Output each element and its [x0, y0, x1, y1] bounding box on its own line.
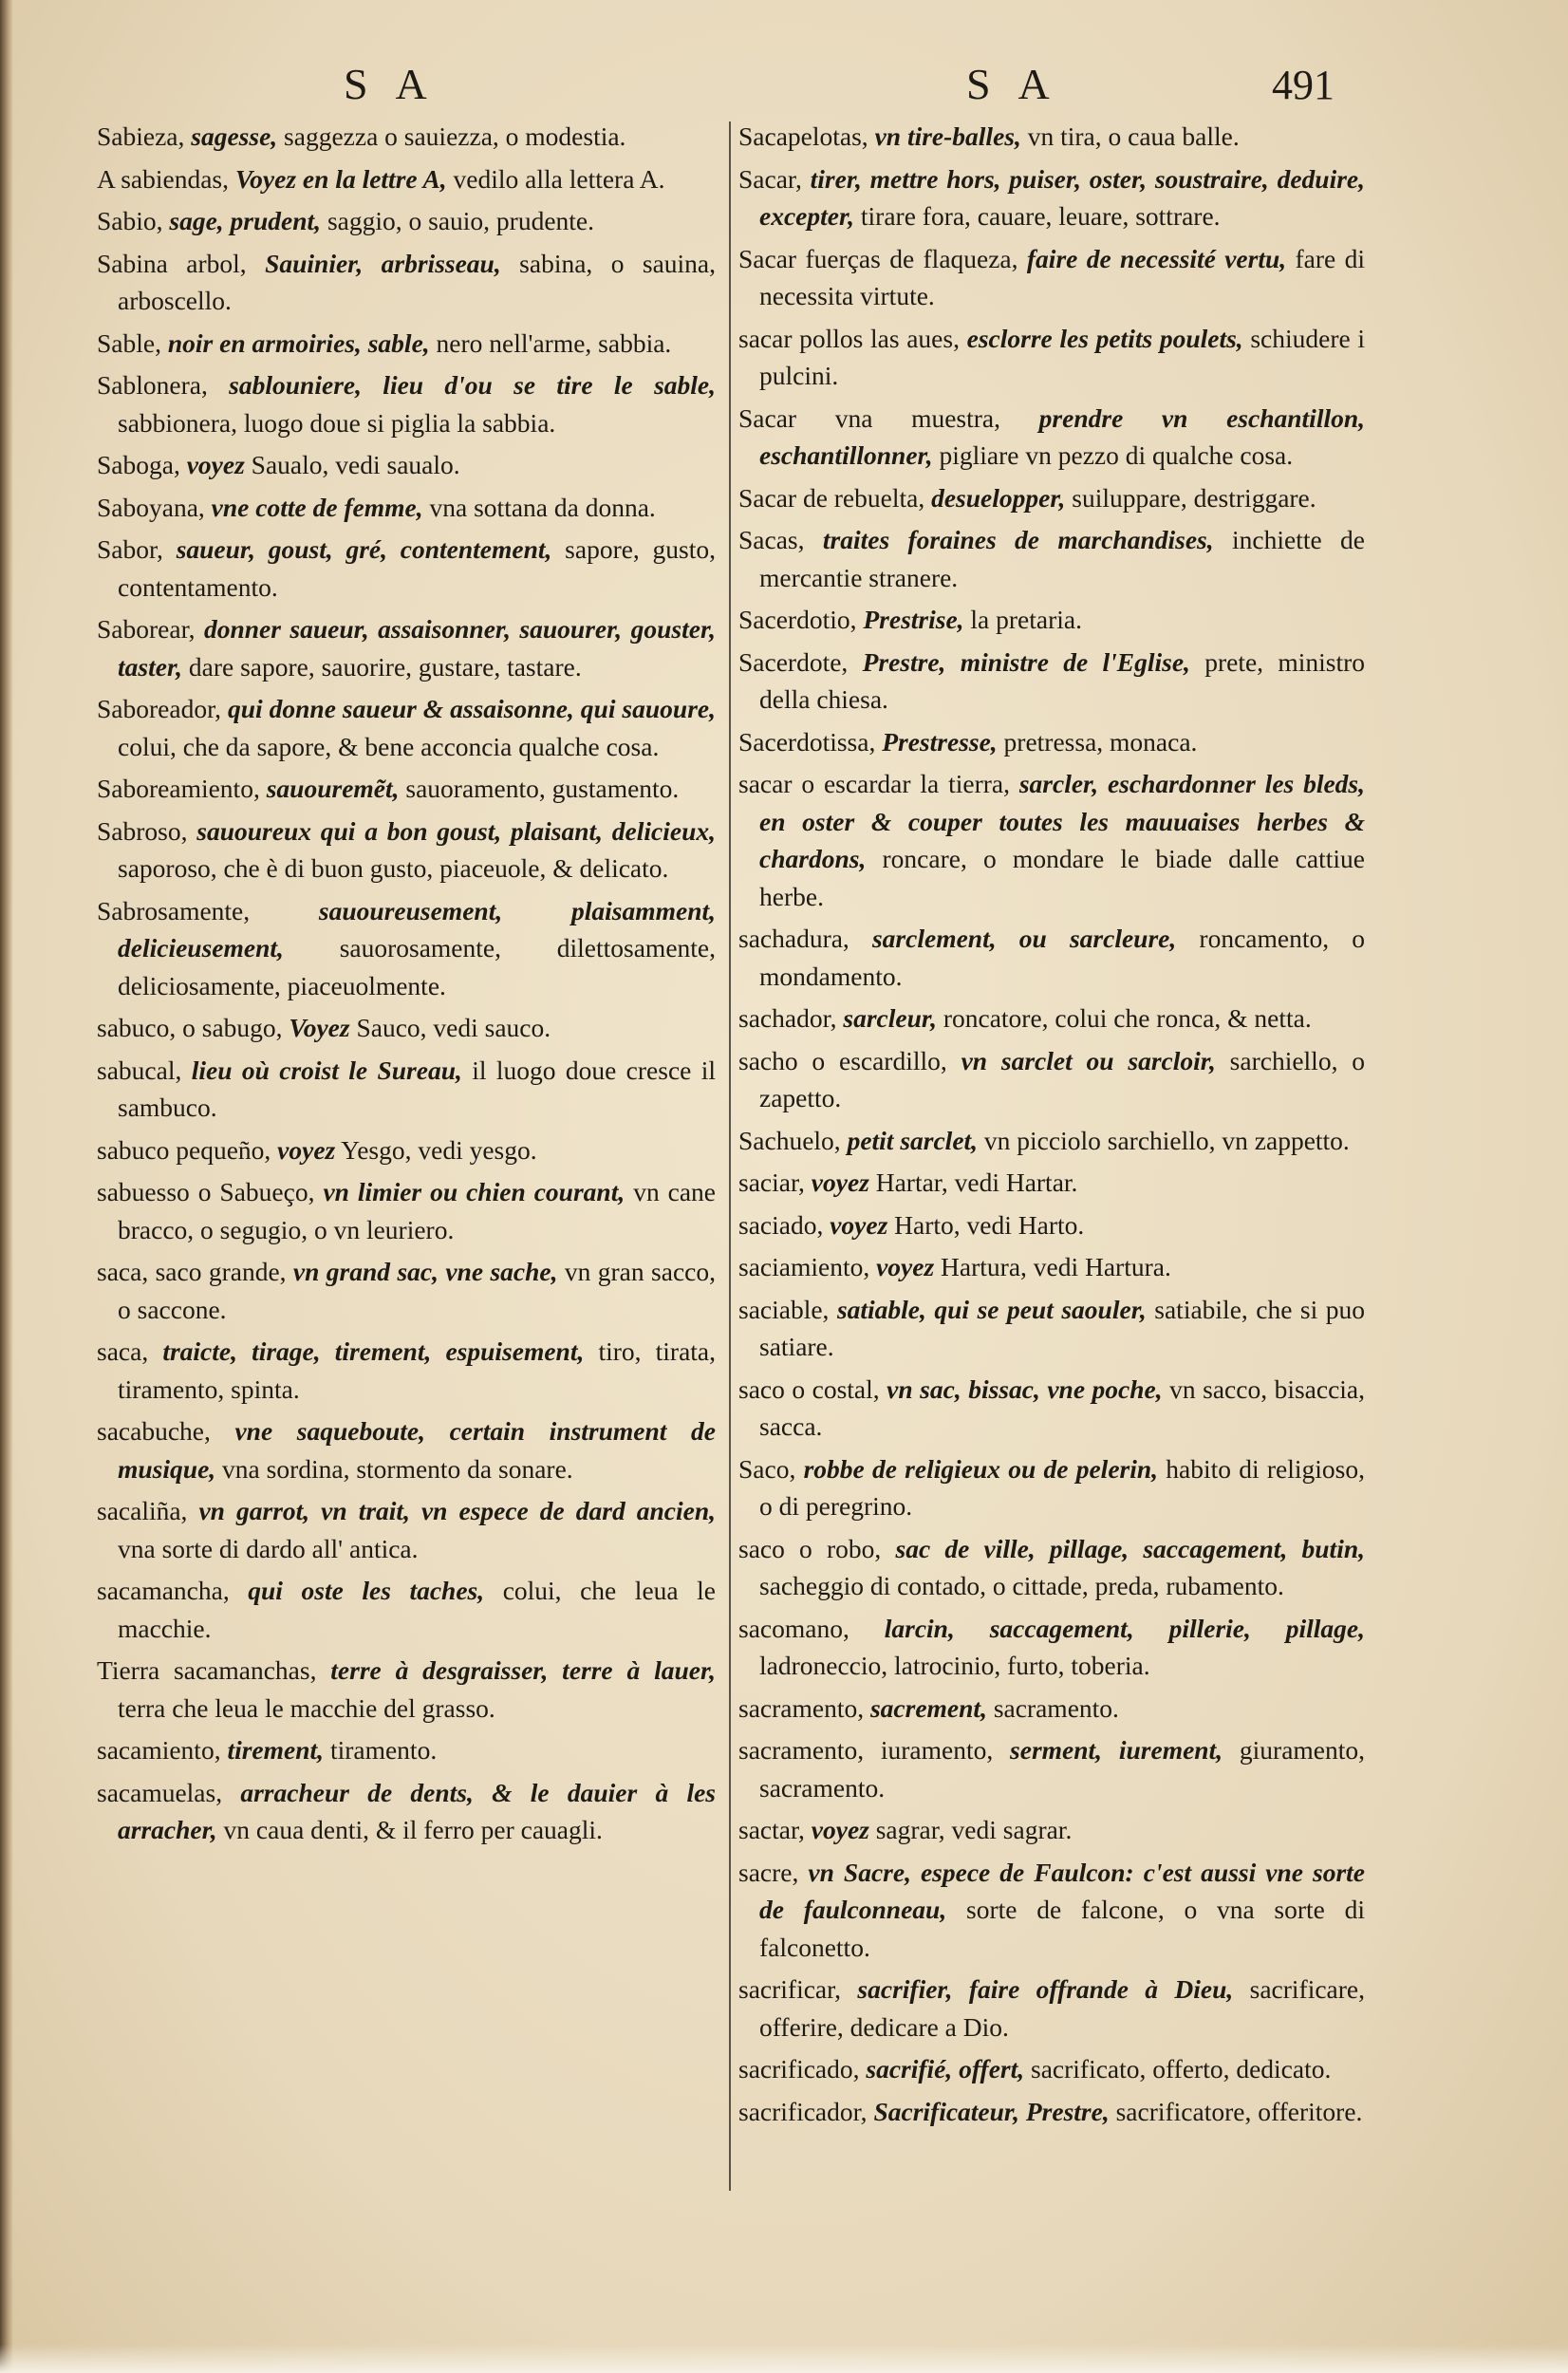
entry-french-gloss: sarcleur,	[843, 1003, 937, 1033]
dictionary-entry	[738, 160, 1365, 235]
binding-edge	[0, 0, 13, 2373]
dictionary-entry	[97, 610, 716, 685]
dictionary-entry	[738, 1206, 1365, 1244]
dictionary-entry	[738, 1971, 1365, 2046]
entry-italian-gloss: Yesgo, vedi yesgo.	[341, 1134, 537, 1165]
entry-italian-gloss: pigliare vn pezzo di qualche cosa.	[939, 440, 1294, 470]
entry-french-gloss: Prestrise,	[863, 605, 964, 634]
entry-headword: Sacar de rebuelta,	[738, 482, 925, 513]
entry-french-gloss: saueur, goust, gré, contentement,	[176, 534, 552, 564]
entry-headword: sachador,	[738, 1003, 837, 1033]
dictionary-entry	[97, 160, 716, 198]
entry-headword: saca, saco grande,	[97, 1257, 287, 1286]
entry-headword: Sablonera,	[97, 370, 208, 400]
entry-headword: Sabroso,	[97, 815, 188, 846]
left-column	[97, 118, 716, 1854]
dictionary-entry	[738, 1610, 1365, 1685]
dictionary-entry	[738, 1450, 1365, 1525]
dictionary-entry	[97, 118, 716, 156]
dictionary-entry	[738, 1690, 1365, 1728]
entry-italian-gloss: satiabile, che si puo satiare.	[759, 1294, 1366, 1361]
entry-french-gloss: sauoureux qui a bon goust, plaisant, delicieux,	[196, 815, 717, 846]
entry-italian-gloss: fare di necessita virtute.	[759, 243, 1366, 310]
right-running-head: S A	[966, 60, 1059, 108]
entry-italian-gloss: Saualo, vedi saualo.	[251, 450, 460, 479]
entry-headword: sacrificar,	[738, 1974, 842, 2004]
entry-french-gloss: voyez	[811, 1168, 869, 1197]
dictionary-entry	[97, 1173, 716, 1248]
entry-french-gloss: Prestresse,	[882, 726, 998, 757]
entry-headword: sabucal,	[97, 1055, 182, 1085]
entry-italian-gloss: sacheggio di contado, o cittade, preda, rubamento.	[759, 1571, 1284, 1600]
entry-french-gloss: sacrifié, offert,	[866, 2054, 1025, 2083]
entry-french-gloss: satiable, qui se peut saouler,	[836, 1294, 1147, 1324]
dictionary-entry	[738, 1291, 1365, 1366]
entry-italian-gloss: Hartar, vedi Hartar.	[875, 1168, 1078, 1197]
entry-french-gloss: sablouniere, lieu d'ou se tire le sable,	[229, 370, 717, 400]
entry-french-gloss: esclorre les petits poulets,	[966, 323, 1243, 353]
entry-headword: sacabuche,	[97, 1416, 211, 1446]
entry-headword: sacramento, iuramento,	[738, 1735, 994, 1765]
entry-french-gloss: voyez	[277, 1134, 336, 1165]
dictionary-entry	[97, 489, 716, 527]
column-divider	[729, 121, 731, 2191]
entry-italian-gloss: schiudere i pulcini.	[759, 323, 1366, 390]
entry-french-gloss: sauouremẽt,	[266, 774, 400, 803]
entry-headword: sabuesso o Sabueço,	[97, 1177, 315, 1206]
entry-italian-gloss: inchiette de mercantie stranere.	[759, 525, 1365, 592]
entry-french-gloss: serment, iurement,	[1010, 1735, 1223, 1765]
right-column	[738, 118, 1365, 2135]
entry-french-gloss: tirer, mettre hors, puiser, oster, soustraire, deduire, excepter,	[759, 163, 1365, 231]
dictionary-entry	[738, 240, 1365, 315]
dictionary-entry	[97, 1731, 716, 1769]
entry-headword: sacramento,	[738, 1692, 865, 1723]
entry-italian-gloss: vna sordina, stormento da sonare.	[222, 1453, 573, 1484]
entry-italian-gloss: Sauco, vedi sauco.	[356, 1013, 551, 1042]
entry-headword: Tierra sacamanchas,	[97, 1655, 317, 1685]
entry-headword: Saboyana,	[97, 492, 205, 522]
dictionary-entry	[97, 1774, 716, 1849]
entry-french-gloss: vn grand sac, vne sache,	[292, 1257, 558, 1286]
entry-headword: saciamiento,	[738, 1252, 870, 1281]
dictionary-entry	[738, 601, 1365, 639]
dictionary-entry	[97, 446, 716, 484]
dictionary-entry	[97, 1572, 716, 1647]
entry-italian-gloss: sauoramento, gustamento.	[405, 774, 680, 803]
dictionary-entry	[97, 1412, 716, 1487]
entry-italian-gloss: suiluppare, destriggare.	[1072, 482, 1316, 513]
entry-french-gloss: sarcler, eschardonner les bleds, en oster & couper toutes les mauuaises herbes & chardons,	[759, 769, 1366, 873]
entry-headword: Sachuelo,	[738, 1125, 841, 1155]
entry-french-gloss: noir en armoiries, sable,	[167, 327, 430, 358]
dictionary-entry	[738, 765, 1365, 915]
entry-italian-gloss: saggio, o sauio, prudente.	[327, 206, 594, 235]
dictionary-entry	[97, 1052, 716, 1127]
page-header	[0, 59, 1568, 116]
entry-italian-gloss: sorte de falcone, o vna sorte di falconetto.	[759, 1895, 1366, 1962]
entry-french-gloss: voyez	[830, 1209, 888, 1240]
entry-italian-gloss: saggezza o sauiezza, o modestia.	[284, 121, 626, 151]
entry-french-gloss: vne cotte de femme,	[211, 492, 423, 522]
entry-french-gloss: vn sac, bissac, vne poche,	[887, 1373, 1163, 1404]
dictionary-entry	[738, 1164, 1365, 1202]
entry-headword: sacre,	[738, 1857, 799, 1887]
dictionary-entry	[97, 202, 716, 240]
entry-headword: sacamancha,	[97, 1576, 230, 1605]
entry-headword: Saco,	[738, 1453, 796, 1484]
entry-italian-gloss: il luogo doue cresce il sambuco.	[118, 1055, 717, 1122]
entry-italian-gloss: sapore, gusto, contentamento.	[118, 534, 717, 602]
entry-french-gloss: Voyez en la lettre A,	[234, 163, 447, 194]
entry-french-gloss: traicte, tirage, tirement, espuisement,	[162, 1336, 585, 1366]
entry-headword: saciable,	[738, 1294, 830, 1324]
dictionary-entry	[97, 1131, 716, 1169]
dictionary-entry	[97, 325, 716, 363]
dictionary-entry	[738, 118, 1365, 156]
entry-french-gloss: voyez	[186, 450, 245, 479]
entry-french-gloss: faire de necessité vertu,	[1026, 243, 1287, 273]
entry-headword: sacrificado,	[738, 2054, 860, 2083]
entry-headword: Sacar fuerças de flaqueza,	[738, 243, 1018, 273]
entry-italian-gloss: roncare, o mondare le biade dalle cattiue herbe.	[759, 844, 1365, 911]
entry-italian-gloss: giuramento, sacramento.	[759, 1735, 1366, 1803]
entry-french-gloss: qui donne saueur & assaisonne, qui sauoure,	[227, 694, 716, 723]
entry-italian-gloss: Harto, vedi Harto.	[894, 1209, 1085, 1240]
entry-french-gloss: robbe de religieux ou de pelerin,	[803, 1453, 1159, 1484]
entry-italian-gloss: Hartura, vedi Hartura.	[941, 1252, 1171, 1281]
entry-french-gloss: sac de ville, pillage, saccagement, butin,	[895, 1533, 1366, 1563]
entry-french-gloss: sagesse,	[191, 121, 278, 151]
entry-french-gloss: vn limier ou chien courant,	[323, 1177, 625, 1206]
dictionary-entry	[738, 479, 1365, 517]
entry-headword: Saborear,	[97, 614, 196, 644]
entry-italian-gloss: tiro, tirata, tiramento, spinta.	[118, 1336, 717, 1404]
entry-headword: sacamiento,	[97, 1735, 221, 1765]
entry-headword: Sabor,	[97, 534, 163, 564]
entry-italian-gloss: vn sacco, bisaccia, sacca.	[759, 1373, 1366, 1441]
entry-italian-gloss: terra che leua le macchie del grasso.	[118, 1692, 495, 1723]
entry-headword: Sacerdote,	[738, 646, 849, 677]
dictionary-entry	[97, 1333, 716, 1408]
entry-french-gloss: sage, prudent,	[169, 206, 322, 235]
entry-headword: Sacerdotio,	[738, 605, 857, 634]
entry-italian-gloss: colui, che leua le macchie.	[118, 1576, 717, 1643]
dictionary-entry	[738, 1122, 1365, 1160]
entry-headword: Sacerdotissa,	[738, 726, 876, 757]
entry-italian-gloss: prete, ministro della chiesa.	[759, 646, 1365, 714]
entry-french-gloss: Sauinier, arbrisseau,	[265, 248, 501, 278]
entry-french-gloss: vne saqueboute, certain instrument de musique,	[118, 1416, 717, 1484]
entry-headword: Sacapelotas,	[738, 121, 868, 151]
dictionary-entry	[738, 2093, 1365, 2131]
entry-italian-gloss: roncatore, colui che ronca, & netta.	[943, 1003, 1312, 1033]
entry-italian-gloss: sacramento.	[993, 1692, 1119, 1723]
entry-french-gloss: vn garrot, vn trait, vn espece de dard ancien,	[198, 1496, 717, 1525]
entry-headword: Sable,	[97, 327, 161, 358]
entry-french-gloss: vn sarclet ou sarcloir,	[961, 1045, 1216, 1075]
entry-headword: saco o costal,	[738, 1373, 880, 1404]
entry-french-gloss: traites foraines de marchandises,	[822, 525, 1214, 554]
entry-italian-gloss: vn caua denti, & il ferro per cauagli.	[223, 1815, 603, 1844]
entry-headword: sacrificador,	[738, 2096, 868, 2126]
dictionary-entry	[97, 1652, 716, 1727]
entry-headword: sacamuelas,	[97, 1777, 223, 1807]
entry-french-gloss: arracheur de dents, & le dauier à les arracher,	[118, 1777, 716, 1844]
entry-italian-gloss: habito di religioso, o di peregrino.	[759, 1453, 1366, 1521]
dictionary-entry	[738, 1811, 1365, 1849]
entry-italian-gloss: vn tira, o caua balle.	[1027, 121, 1240, 151]
entry-french-gloss: sacrifier, faire offrande à Dieu,	[857, 1974, 1234, 2004]
dictionary-entry	[97, 531, 716, 606]
entry-italian-gloss: sarchiello, o zapetto.	[759, 1045, 1366, 1112]
entry-french-gloss: tirement,	[227, 1735, 325, 1765]
entry-headword: sabuco, o sabugo,	[97, 1013, 283, 1042]
entry-french-gloss: larcin, saccagement, pillerie, pillage,	[884, 1613, 1366, 1643]
entry-headword: saciado,	[738, 1209, 824, 1240]
left-running-head: S A	[344, 60, 437, 108]
entry-italian-gloss: ladroneccio, latrocinio, furto, toberia.	[759, 1651, 1150, 1680]
entry-french-gloss: qui oste les taches,	[248, 1576, 485, 1605]
entry-french-gloss: terre à desgraisser, terre à lauer,	[330, 1655, 717, 1685]
entry-french-gloss: prendre vn eschantillon, eschantillonner,	[759, 402, 1366, 470]
dictionary-entry	[738, 2050, 1365, 2088]
dictionary-entry	[738, 1854, 1365, 1967]
entry-italian-gloss: dare sapore, sauorire, gustare, tastare.	[188, 651, 582, 682]
entry-headword: sacho o escardillo,	[738, 1045, 947, 1075]
entry-headword: Saboreador,	[97, 694, 222, 723]
entry-french-gloss: Voyez	[289, 1013, 350, 1042]
entry-headword: Sabina arbol,	[97, 248, 247, 278]
entry-italian-gloss: roncamento, o mondamento.	[759, 924, 1366, 991]
dictionary-entry	[738, 723, 1365, 761]
entry-french-gloss: sacrement,	[869, 1692, 987, 1723]
entry-italian-gloss: pretressa, monaca.	[1003, 726, 1198, 757]
entry-headword: saca,	[97, 1336, 149, 1366]
entry-italian-gloss: vna sottana da donna.	[429, 492, 656, 522]
page-bottom-edge	[0, 2345, 1568, 2373]
entry-italian-gloss: colui, che da sapore, & bene acconcia qualche cosa.	[118, 731, 660, 761]
entry-headword: Sabieza,	[97, 121, 185, 151]
dictionary-entry	[738, 1042, 1365, 1117]
dictionary-entry	[738, 1371, 1365, 1446]
entry-italian-gloss: saporoso, che è di buon gusto, piaceuole, & delicato.	[118, 853, 669, 883]
entry-headword: sacar o escardar la tierra,	[738, 769, 1010, 798]
entry-italian-gloss: vn gran sacco, o saccone.	[118, 1257, 716, 1324]
dictionary-entry	[97, 1009, 716, 1047]
entry-italian-gloss: vn picciolo sarchiello, vn zappetto.	[983, 1125, 1350, 1155]
entry-headword: saco o robo,	[738, 1533, 882, 1563]
entry-headword: sabuco pequeño,	[97, 1134, 271, 1165]
entry-headword: Sacar vna muestra,	[738, 402, 1001, 433]
dictionary-entry	[97, 245, 716, 320]
entry-headword: Sacar,	[738, 163, 802, 194]
entry-italian-gloss: sacrificare, offerire, dedicare a Dio.	[759, 1974, 1365, 2042]
entry-headword: Saboga,	[97, 450, 180, 479]
entry-italian-gloss: sacrificato, offerto, dedicato.	[1031, 2054, 1332, 2083]
dictionary-entry	[97, 813, 716, 888]
dictionary-entry	[97, 1492, 716, 1567]
entry-italian-gloss: vna sorte di dardo all' antica.	[118, 1533, 419, 1563]
entry-italian-gloss: vn cane bracco, o segugio, o vn leuriero.	[118, 1177, 717, 1244]
entry-french-gloss: donner saueur, assaisonner, sauourer, gouster, taster,	[118, 614, 717, 682]
entry-french-gloss: Sacrificateur, Prestre,	[873, 2096, 1110, 2126]
entry-headword: sactar,	[738, 1815, 805, 1844]
entry-french-gloss: sauoureusement, plaisamment, delicieusement,	[118, 895, 716, 962]
entry-headword: Sacas,	[738, 525, 805, 554]
entry-french-gloss: desuelopper,	[931, 482, 1066, 513]
entry-headword: sacar pollos las aues,	[738, 323, 960, 353]
entry-headword: sacaliña,	[97, 1496, 188, 1525]
dictionary-entry	[738, 1731, 1365, 1806]
dictionary-entry	[738, 1000, 1365, 1037]
dictionary-entry	[97, 1253, 716, 1328]
entry-italian-gloss: sagrar, vedi sagrar.	[875, 1815, 1073, 1844]
page-number: 491	[1272, 62, 1335, 108]
dictionary-entry	[738, 644, 1365, 719]
entry-italian-gloss: sacrificatore, offeritore.	[1115, 2096, 1363, 2126]
dictionary-entry	[97, 892, 716, 1005]
entry-italian-gloss: tirare fora, cauare, leuare, sottrare.	[860, 201, 1221, 231]
entry-french-gloss: voyez	[876, 1252, 935, 1281]
entry-italian-gloss: tiramento.	[329, 1735, 438, 1765]
entry-headword: sacomano,	[738, 1613, 849, 1643]
dictionary-entry	[738, 1530, 1365, 1605]
dictionary-entry	[738, 1248, 1365, 1286]
entry-italian-gloss: la pretaria.	[970, 605, 1082, 634]
dictionary-entry	[97, 770, 716, 808]
dictionary-entry	[97, 690, 716, 765]
entry-headword: saciar,	[738, 1168, 805, 1197]
entry-french-gloss: petit sarclet,	[847, 1125, 979, 1155]
entry-headword: sachadura,	[738, 924, 849, 953]
entry-french-gloss: lieu où croist le Sureau,	[191, 1055, 462, 1085]
dictionary-entry	[97, 366, 716, 441]
entry-headword: Sabio,	[97, 206, 163, 235]
dictionary-entry	[738, 400, 1365, 475]
entry-headword: Saboreamiento,	[97, 774, 260, 803]
entry-french-gloss: vn Sacre, espece de Faulcon: c'est aussi vne sorte de faulconneau,	[759, 1857, 1365, 1924]
entry-headword: Sabrosamente,	[97, 895, 251, 925]
entry-italian-gloss: sauorosamente, dilettosamente, deliciosamente, piaceuolmente.	[118, 933, 716, 1000]
entry-french-gloss: voyez	[811, 1815, 869, 1844]
entry-french-gloss: sarclement, ou sarcleure,	[871, 924, 1177, 953]
entry-headword: A sabiendas,	[97, 163, 230, 194]
entry-italian-gloss: vedilo alla lettera A.	[453, 163, 665, 194]
dictionary-entry	[738, 320, 1365, 395]
entry-french-gloss: Prestre, ministre de l'Eglise,	[862, 646, 1190, 677]
dictionary-entry	[738, 521, 1365, 596]
dictionary-entry	[738, 920, 1365, 995]
entry-italian-gloss: sabina, o sauina, arboscello.	[118, 248, 716, 315]
entry-italian-gloss: sabbionera, luogo doue si piglia la sabbia.	[118, 407, 556, 438]
entry-french-gloss: vn tire-balles,	[874, 121, 1021, 151]
entry-italian-gloss: nero nell'arme, sabbia.	[436, 327, 672, 358]
